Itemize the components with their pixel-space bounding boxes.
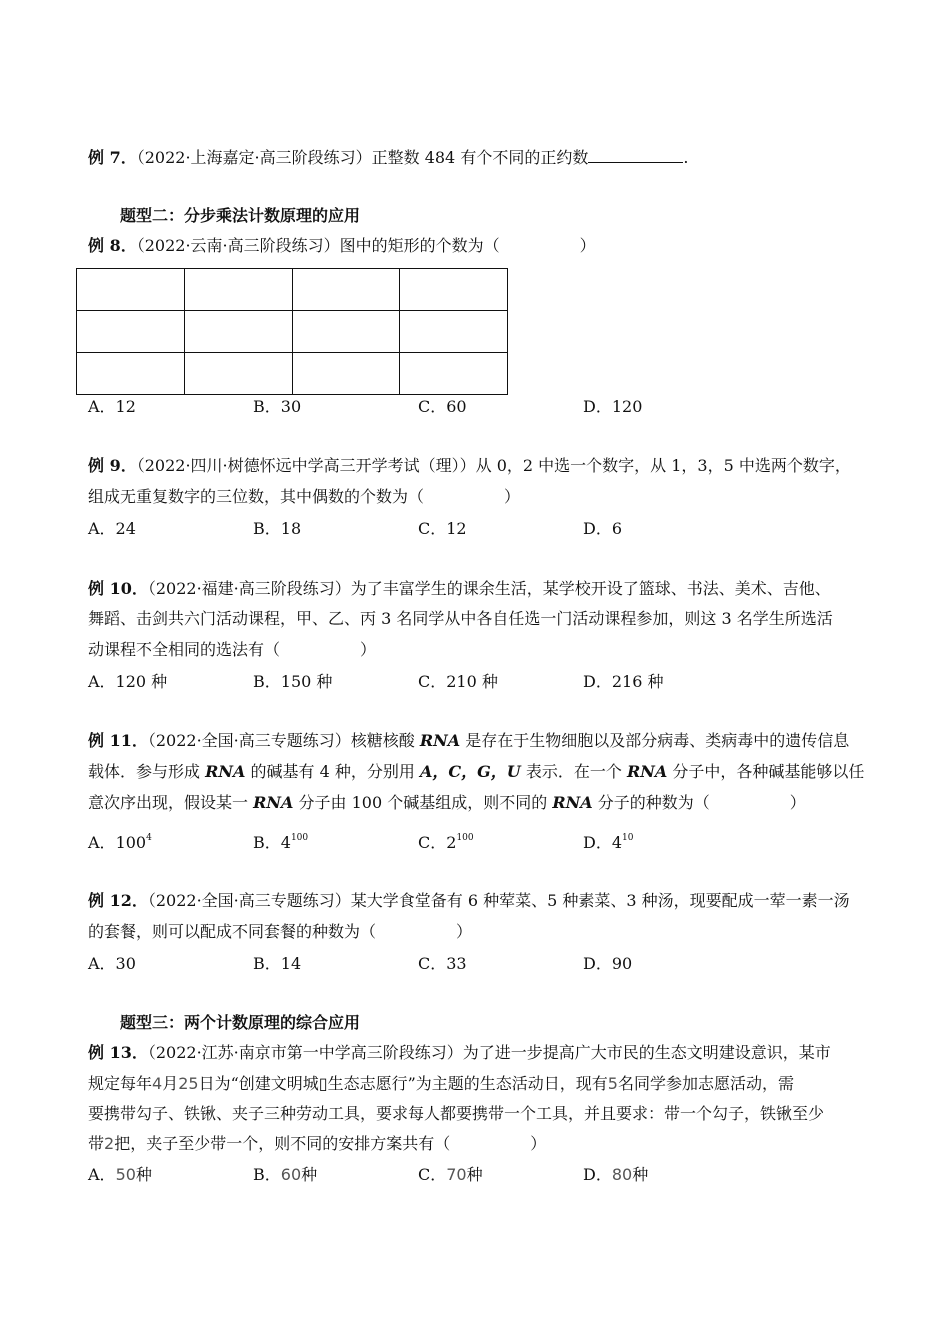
rna-term: RNA xyxy=(253,793,294,812)
example-10-line1: （2022·福建·高三阶段练习）为了丰富学生的课余生活，某学校开设了篮球、书法、美术、吉他、 xyxy=(147,579,831,598)
option-d: D．6 xyxy=(583,519,623,538)
number-value: 5 xyxy=(607,1074,618,1093)
option-number: 60 xyxy=(280,1165,302,1184)
option-b xyxy=(253,1165,317,1185)
rna-term: RNA xyxy=(552,793,593,812)
example-13-line4 xyxy=(88,1134,546,1154)
example-11-text: 分子中，各种碱基能够以任 xyxy=(667,762,865,781)
option-prefix: D． xyxy=(583,1165,612,1184)
example-10 xyxy=(88,579,831,599)
option-number: 50 xyxy=(115,1165,136,1184)
option-d xyxy=(583,1165,648,1185)
example-11-text: 的碱基有 4 种，分别用 xyxy=(245,762,420,781)
option-d xyxy=(583,828,633,853)
option-c xyxy=(418,828,474,853)
rectangle-grid-figure xyxy=(76,268,508,395)
example-7-end: . xyxy=(683,148,689,167)
example-9-line2: 组成无重复数字的三位数，其中偶数的个数为（ ） xyxy=(88,487,521,506)
bases-term: A，C，G，U xyxy=(419,762,521,781)
option-prefix: C． xyxy=(418,1165,447,1184)
option-number: 70 xyxy=(446,1165,467,1184)
example-8-label: 例 8． xyxy=(88,236,137,255)
example-7 xyxy=(88,146,688,168)
option-c xyxy=(418,1165,483,1185)
example-10-label: 例 10． xyxy=(88,579,148,598)
option-b: B．18 xyxy=(253,519,302,538)
option-unit: 种 xyxy=(135,1165,152,1184)
example-11 xyxy=(88,731,849,751)
option-exponent: 100 xyxy=(290,833,309,843)
example-12-line2: 的套餐，则可以配成不同套餐的种数为（ ） xyxy=(88,922,473,941)
option-number: 80 xyxy=(611,1165,633,1184)
example-11-text: 意次序出现，假设某一 xyxy=(88,793,254,812)
example-10-line3: 动课程不全相同的选法有（ ） xyxy=(88,640,377,659)
number-value: 4 xyxy=(152,1074,163,1093)
option-unit: 种 xyxy=(632,1165,649,1184)
example-13-line1: （2022·江苏·南京市第一中学高三阶段练习）为了进一步提高广大市民的生态文明建设意识，某市 xyxy=(147,1043,831,1062)
rna-term: RNA xyxy=(205,762,246,781)
example-13-label: 例 13． xyxy=(88,1043,148,1062)
option-b xyxy=(253,828,308,853)
option-c: C．12 xyxy=(418,519,467,538)
option-unit: 种 xyxy=(301,1165,318,1184)
option-c: C．33 xyxy=(418,954,467,973)
number-value: 2 xyxy=(104,1134,115,1153)
option-b: B．150 种 xyxy=(253,672,333,691)
example-11-text: 是存在于生物细胞以及部分病毒、类病毒中的遗传信息 xyxy=(460,731,850,750)
option-base: 2 xyxy=(446,833,457,852)
example-11-text: 载体．参与形成 xyxy=(88,762,206,781)
example-11-text: 分子由 100 个碱基组成，则不同的 xyxy=(293,793,553,812)
example-9-label: 例 9． xyxy=(88,456,137,475)
example-8-text: （2022·云南·高三阶段练习）图中的矩形的个数为（ ） xyxy=(136,236,596,255)
example-7-text: （2022·上海嘉定·高三阶段练习）正整数 484 有个不同的正约数 xyxy=(136,148,589,167)
option-prefix: C． xyxy=(418,833,447,852)
option-base: 4 xyxy=(280,833,291,852)
example-13-text: 规定每年 xyxy=(88,1074,153,1093)
example-11-text: 分子的种数为（ ） xyxy=(592,793,806,812)
example-11-line2 xyxy=(88,762,864,782)
option-c: C．60 xyxy=(418,397,467,416)
section-heading-3: 题型三：两个计数原理的综合应用 xyxy=(120,1013,361,1032)
example-10-line2: 舞蹈、击剑共六门活动课程，甲、乙、丙 3 名同学从中各自任选一门活动课程参加，则这 3 名学生所选活 xyxy=(88,609,833,628)
example-9 xyxy=(88,456,851,476)
option-b: B．14 xyxy=(253,954,302,973)
number-value: 25 xyxy=(178,1074,199,1093)
option-prefix: D． xyxy=(583,833,612,852)
example-13-line2 xyxy=(88,1074,794,1094)
option-d: D．120 xyxy=(583,397,643,416)
option-prefix: A． xyxy=(88,833,116,852)
example-8 xyxy=(88,236,596,256)
example-13-text: 月 xyxy=(162,1074,179,1093)
option-a xyxy=(88,1165,152,1185)
answer-blank xyxy=(588,146,683,163)
example-12-label: 例 12． xyxy=(88,891,148,910)
option-c: C．210 种 xyxy=(418,672,498,691)
option-exponent: 4 xyxy=(146,833,152,843)
option-a: A．12 xyxy=(88,397,136,416)
option-unit: 种 xyxy=(466,1165,483,1184)
option-prefix: B． xyxy=(253,1165,281,1184)
option-a: A．30 xyxy=(88,954,136,973)
option-a: A．120 种 xyxy=(88,672,168,691)
example-9-line1: （2022·四川·树德怀远中学高三开学考试（理））从 0，2 中选一个数字，从 1，3，5 中选两个数字， xyxy=(136,456,851,475)
option-d: D．90 xyxy=(583,954,633,973)
section-heading-2: 题型二：分步乘法计数原理的应用 xyxy=(120,206,361,225)
option-a xyxy=(88,828,152,853)
example-11-line3 xyxy=(88,793,806,813)
option-exponent: 10 xyxy=(622,833,634,843)
example-11-text: 表示．在一个 xyxy=(520,762,627,781)
rna-term: RNA xyxy=(626,762,668,781)
example-13 xyxy=(88,1043,831,1063)
example-13-text: 把，夹子至少带一个，则不同的安排方案共有（ ） xyxy=(114,1134,547,1153)
example-13-line3: 要携带勾子、铁锹、夹子三种劳动工具，要求每人都要携带一个工具，并且要求：带一个勾子，铁锹至少 xyxy=(88,1104,825,1123)
example-7-label: 例 7． xyxy=(88,148,137,167)
option-b: B．30 xyxy=(253,397,302,416)
example-13-text: 日为“创建文明城▯生态志愿行”为主题的生态活动日，现有 xyxy=(198,1074,608,1093)
option-base: 100 xyxy=(115,833,147,852)
rna-term: RNA xyxy=(419,731,461,750)
example-12-line1: （2022·全国·高三专题练习）某大学食堂备有 6 种荤菜、5 种素菜、3 种汤，现要配成一荤一素一汤 xyxy=(147,891,850,910)
option-prefix: B． xyxy=(253,833,281,852)
example-11-label: 例 11． xyxy=(88,731,148,750)
option-a: A．24 xyxy=(88,519,136,538)
example-13-text: 带 xyxy=(88,1134,105,1153)
example-12 xyxy=(88,891,850,911)
option-base: 4 xyxy=(611,833,623,852)
option-d: D．216 种 xyxy=(583,672,664,691)
example-13-text: 名同学参加志愿活动，需 xyxy=(617,1074,794,1093)
example-11-text: （2022·全国·高三专题练习）核糖核酸 xyxy=(147,731,420,750)
option-exponent: 100 xyxy=(456,833,474,843)
option-prefix: A． xyxy=(88,1165,116,1184)
